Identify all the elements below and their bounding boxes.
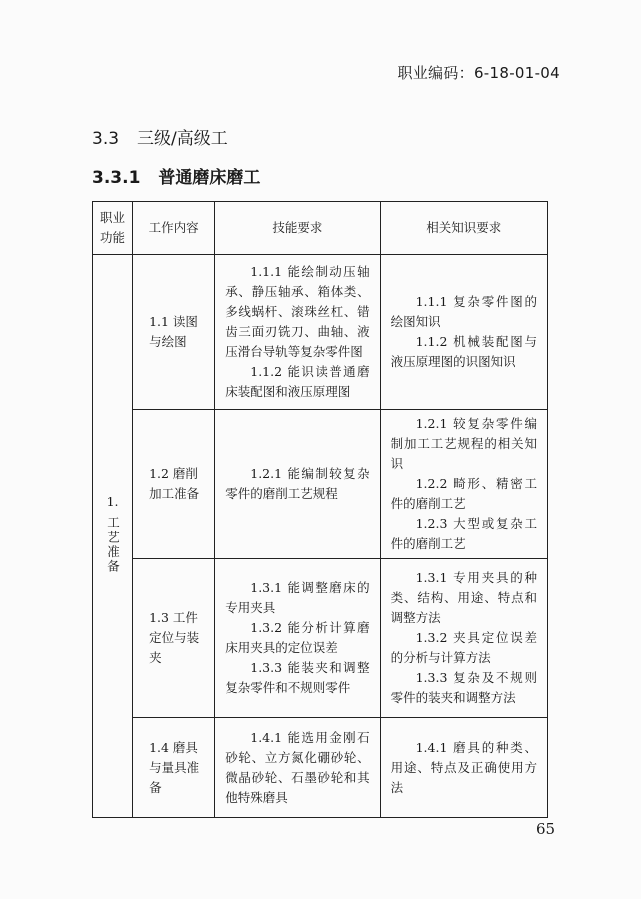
knowledge-item: 1.3.2 夹具定位误差的分析与计算方法 — [390, 630, 537, 665]
header-function-line: 功能 — [100, 230, 126, 245]
knowledge-cell — [380, 718, 547, 818]
knowledge-cell — [380, 559, 547, 718]
skills-table — [92, 201, 548, 818]
skill-item: 1.1.2 能识读普通磨床装配图和液压原理图 — [225, 364, 370, 399]
knowledge-item: 1.3.3 复杂及不规则零件的装夹和调整方法 — [390, 670, 537, 705]
header-knowledge: 相关知识要求 — [380, 202, 547, 255]
skill-item: 1.3.3 能装夹和调整复杂零件和不规则零件 — [225, 660, 370, 695]
skill-cell — [215, 718, 380, 818]
occupation-code: 职业编码：6-18-01-04 — [397, 64, 560, 82]
skill-item: 1.3.2 能分析计算磨床用夹具的定位误差 — [225, 620, 370, 655]
skill-cell — [215, 410, 380, 559]
table-row — [93, 559, 548, 718]
knowledge-item: 1.2.2 畸形、精密工件的磨削工艺 — [390, 476, 537, 511]
skill-item: 1.3.1 能调整磨床的专用夹具 — [225, 580, 370, 615]
knowledge-item: 1.1.2 机械装配图与液压原理图的识图知识 — [390, 334, 537, 369]
table-row — [93, 718, 548, 818]
knowledge-item: 1.2.1 较复杂零件编制加工工艺规程的相关知识 — [390, 416, 537, 471]
header-function — [93, 202, 133, 255]
skill-item: 1.1.1 能绘制动压轴承、静压轴承、箱体类、多线蜗杆、滚珠丝杠、错齿三面刃铣刀、曲轴、液压滑台导轨等复杂零件图 — [225, 264, 370, 359]
subsection-heading — [92, 163, 260, 188]
work-content: 1.1 读图与绘图 — [133, 255, 215, 410]
table-header-row — [93, 202, 548, 255]
table-row — [93, 410, 548, 559]
skill-item: 1.2.1 能编制较复杂零件的磨削工艺规程 — [225, 466, 370, 501]
section-heading — [92, 124, 228, 149]
header-content: 工作内容 — [133, 202, 215, 255]
function-number: 1. — [106, 494, 119, 509]
skill-cell — [215, 559, 380, 718]
skill-item: 1.4.1 能选用金刚石砂轮、立方氮化硼砂轮、微晶砂轮、石墨砂轮和其他特殊磨具 — [225, 729, 370, 805]
subsection-number: 3.3.1 — [92, 168, 141, 188]
work-content: 1.2 磨削加工准备 — [133, 410, 215, 559]
table-row — [93, 255, 548, 410]
work-content: 1.3 工件定位与装夹 — [133, 559, 215, 718]
work-content: 1.4 磨具与量具准备 — [133, 718, 215, 818]
page-number: 65 — [536, 820, 556, 838]
knowledge-item: 1.3.1 专用夹具的种类、结构、用途、特点和调整方法 — [390, 570, 537, 625]
knowledge-item: 1.1.1 复杂零件图的绘图知识 — [390, 294, 537, 329]
knowledge-cell — [380, 410, 547, 559]
skill-cell — [215, 255, 380, 410]
knowledge-item: 1.2.3 大型或复杂工件的磨削工艺 — [390, 516, 537, 551]
section-number: 3.3 — [92, 129, 120, 149]
knowledge-item: 1.4.1 磨具的种类、用途、特点及正确使用方法 — [390, 739, 537, 795]
subsection-title: 普通磨床磨工 — [158, 168, 261, 188]
header-function-line: 职业 — [100, 210, 126, 225]
function-cell — [93, 255, 133, 818]
section-title: 三级/高级工 — [137, 129, 228, 149]
function-label: 工艺准备 — [105, 516, 121, 574]
header-skills: 技能要求 — [215, 202, 380, 255]
knowledge-cell — [380, 255, 547, 410]
